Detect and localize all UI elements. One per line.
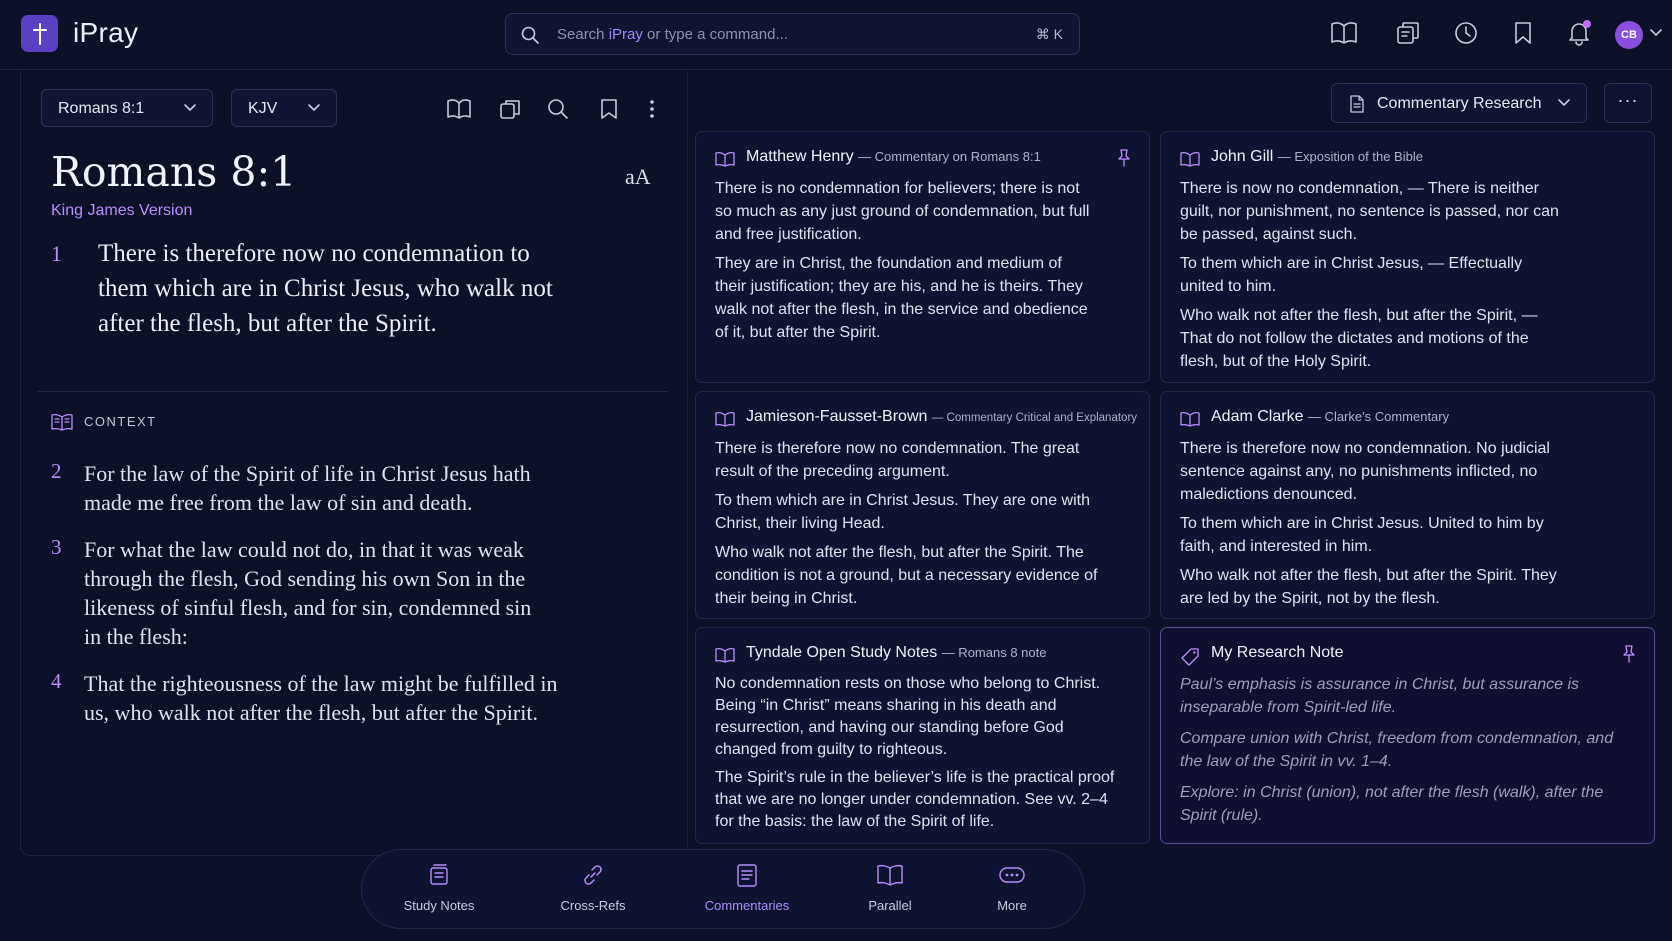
verse-text: For what the law could not do, in that it was weak through the flesh, God sending his own Son in the likeness of sinful flesh, and for sin, condemned sin in the flesh:: [84, 537, 532, 649]
paragraph: To them which are in Christ Jesus, — Effectually united to him.: [1180, 255, 1523, 295]
paragraph: To them which are in Christ Jesus. They are one with Christ, their living Head.: [715, 492, 1090, 532]
paragraph: Explore: in Christ (union), not after the flesh (walk), after the Spirit (rule).: [1180, 784, 1604, 824]
notification-dot: [1583, 20, 1591, 28]
paragraph: The Spirit’s rule in the believer’s life is the practical proof that we are no longer under condemnation. See vv. 2–4 for the basis: the law of the Spirit of life.: [715, 769, 1115, 830]
paragraph: Who walk not after the flesh, but after the Spirit, — That do not follow the dictates and motions of the flesh, but of the Holy Spirit.: [1180, 307, 1538, 370]
paragraph: They are in Christ, the foundation and medium of their justification; they are his, and he is theirs. They walk not after the flesh, in the service and obedience of it, but after the Spirit.: [715, 255, 1088, 341]
commentary-card-john-gill[interactable]: [1160, 131, 1655, 383]
reader-icon[interactable]: [446, 97, 472, 121]
commentary-mode-value: Commentary Research: [1377, 95, 1542, 112]
nav-label: Study Notes: [403, 898, 475, 913]
main-verse-text: There is therefore now no condemnation to them which are in Christ Jesus, who walk not after the flesh, but after the Spirit.: [98, 240, 553, 337]
commentary-text: [1180, 437, 1580, 616]
commentator-name: Adam Clarke: [1211, 408, 1304, 425]
verse-text: For the law of the Spirit of life in Christ Jesus hath made me free from the law of sin and death.: [84, 461, 531, 515]
commentator-name: Matthew Henry: [746, 148, 854, 165]
commentary-source: — Commentary on Romans 8:1: [858, 149, 1041, 164]
bookmark-icon[interactable]: [1512, 20, 1534, 46]
verse-title: Romans 8:1: [51, 148, 297, 196]
paragraph: Paul’s emphasis is assurance in Christ, but assurance is inseparable from Spirit-led life.: [1180, 676, 1579, 716]
card-header: [746, 408, 1137, 426]
nav-parallel[interactable]: [830, 860, 950, 913]
app-title: iPray: [73, 17, 139, 48]
chevron-down-icon: [184, 104, 196, 112]
version-value: KJV: [248, 100, 278, 117]
search-shortcut: ⌘ K: [1035, 26, 1063, 42]
verse-number: 4: [51, 669, 62, 693]
card-header: [1211, 408, 1449, 426]
card-header: [746, 644, 1046, 662]
document-icon: [1349, 94, 1365, 114]
version-name: King James Version: [51, 202, 193, 219]
version-select[interactable]: [231, 89, 337, 127]
nav-label: Cross-Refs: [560, 898, 626, 913]
commentator-name: John Gill: [1211, 148, 1274, 165]
nav-commentaries[interactable]: [687, 860, 807, 913]
commentary-card-adam-clarke[interactable]: [1160, 391, 1655, 619]
chevron-down-icon[interactable]: [1650, 29, 1662, 37]
open-book-icon: [876, 862, 904, 888]
search-icon[interactable]: [546, 97, 570, 121]
book-icon: [715, 647, 735, 663]
paragraph: There is no condemnation for believers; there is not so much as any just ground of condemnation, but full and free justification.: [715, 180, 1090, 243]
commentary-card-tyndale[interactable]: [695, 627, 1150, 844]
commentary-mode-select[interactable]: [1331, 83, 1587, 123]
divider: [38, 391, 668, 392]
research-note-card[interactable]: [1160, 627, 1655, 844]
bottom-nav: [361, 849, 1085, 929]
reader-icon[interactable]: [1330, 20, 1358, 46]
commentary-card-matthew-henry[interactable]: [695, 131, 1150, 383]
paragraph: Who walk not after the flesh, but after the Spirit. The condition is not a ground, but a necessary evidence of their being in Christ.: [715, 544, 1098, 607]
history-icon[interactable]: [1453, 20, 1479, 46]
reference-select[interactable]: [41, 89, 213, 127]
search-placeholder: Search iPray or type a command...: [557, 26, 788, 43]
nav-label: Commentaries: [704, 898, 790, 913]
card-header: [1211, 644, 1344, 662]
top-bar: [0, 0, 1672, 70]
pin-icon[interactable]: [1115, 148, 1133, 168]
verse-text: That the righteousness of the law might be fulfilled in us, who walk not after the flesh, but after the Spirit.: [84, 671, 558, 725]
commentary-text: [1180, 177, 1565, 379]
commentary-source: — Romans 8 note: [941, 645, 1047, 660]
nav-label: More: [997, 898, 1027, 913]
study-notes-icon: [426, 862, 452, 888]
paragraph: There is therefore now no condemnation. The great result of the preceding argument.: [715, 440, 1080, 480]
commentary-source: — Clarke's Commentary: [1307, 409, 1450, 424]
commentary-text: [715, 673, 1127, 839]
paragraph: Who walk not after the flesh, but after the Spirit. They are led by the Spirit, not by the flesh.: [1180, 567, 1557, 607]
book-icon: [1180, 151, 1200, 167]
paragraph: Compare union with Christ, freedom from condemnation, and the law of the Spirit in vv. 1–4.: [1180, 730, 1614, 770]
commentator-name: Tyndale Open Study Notes: [746, 644, 938, 661]
commentator-name: Jamieson-Fausset-Brown: [746, 408, 928, 425]
more-icon: [998, 865, 1026, 885]
document-icon: [734, 862, 760, 888]
cross-icon: [31, 22, 49, 46]
context-label: CONTEXT: [84, 414, 157, 429]
paragraph: There is therefore now no condemnation. No judicial sentence against any, no punishments inflicted, no maledictions denounced.: [1180, 440, 1550, 503]
book-icon: [715, 151, 735, 167]
paragraph: No condemnation rests on those who belong to Christ. Being “in Christ” means sharing in his death and resurrection, and having our standing before God changed from guilty to righteous.: [715, 675, 1101, 758]
copy-icon[interactable]: [498, 97, 522, 121]
copy-icon[interactable]: [1395, 20, 1421, 46]
commentary-text: [715, 177, 1095, 350]
chevron-down-icon: [1558, 99, 1570, 107]
link-icon: [580, 862, 606, 888]
verse-number: 1: [51, 241, 62, 266]
book-icon: [51, 413, 73, 431]
nav-more[interactable]: [952, 860, 1072, 913]
nav-study-notes[interactable]: [379, 860, 499, 913]
note-text[interactable]: [1180, 673, 1620, 835]
book-icon: [1180, 411, 1200, 427]
card-header: [746, 148, 1041, 166]
reference-value: Romans 8:1: [58, 100, 145, 117]
verse-number: 3: [51, 535, 62, 559]
commentary-text: [715, 437, 1120, 616]
more-vertical-icon[interactable]: [646, 97, 658, 121]
commentary-source: — Exposition of the Bible: [1277, 149, 1423, 164]
verse-number: 2: [51, 459, 62, 483]
note-title: My Research Note: [1211, 644, 1344, 661]
paragraph: To them which are in Christ Jesus. United to him by faith, and interested in him.: [1180, 515, 1544, 555]
nav-cross-refs[interactable]: [533, 860, 653, 913]
search-input[interactable]: [505, 13, 1080, 55]
search-icon: [520, 25, 540, 45]
avatar[interactable]: CB: [1615, 21, 1643, 49]
commentary-card-jamieson-fausset-brown[interactable]: [695, 391, 1150, 619]
paragraph: There is now no condemnation, — There is neither guilt, nor punishment, no sentence is passed, nor can be passed, against such.: [1180, 180, 1559, 243]
app-logo[interactable]: [21, 15, 58, 52]
book-icon: [715, 411, 735, 427]
font-size-toggle[interactable]: aA: [625, 164, 651, 189]
card-header: [1211, 148, 1423, 166]
more-options-button[interactable]: ···: [1604, 83, 1652, 123]
tag-icon: [1180, 647, 1200, 667]
chevron-down-icon: [308, 104, 320, 112]
bookmark-icon[interactable]: [599, 97, 619, 121]
pin-icon[interactable]: [1620, 644, 1638, 664]
nav-label: Parallel: [868, 898, 912, 913]
commentary-source: — Commentary Critical and Explanatory: [931, 412, 1138, 424]
